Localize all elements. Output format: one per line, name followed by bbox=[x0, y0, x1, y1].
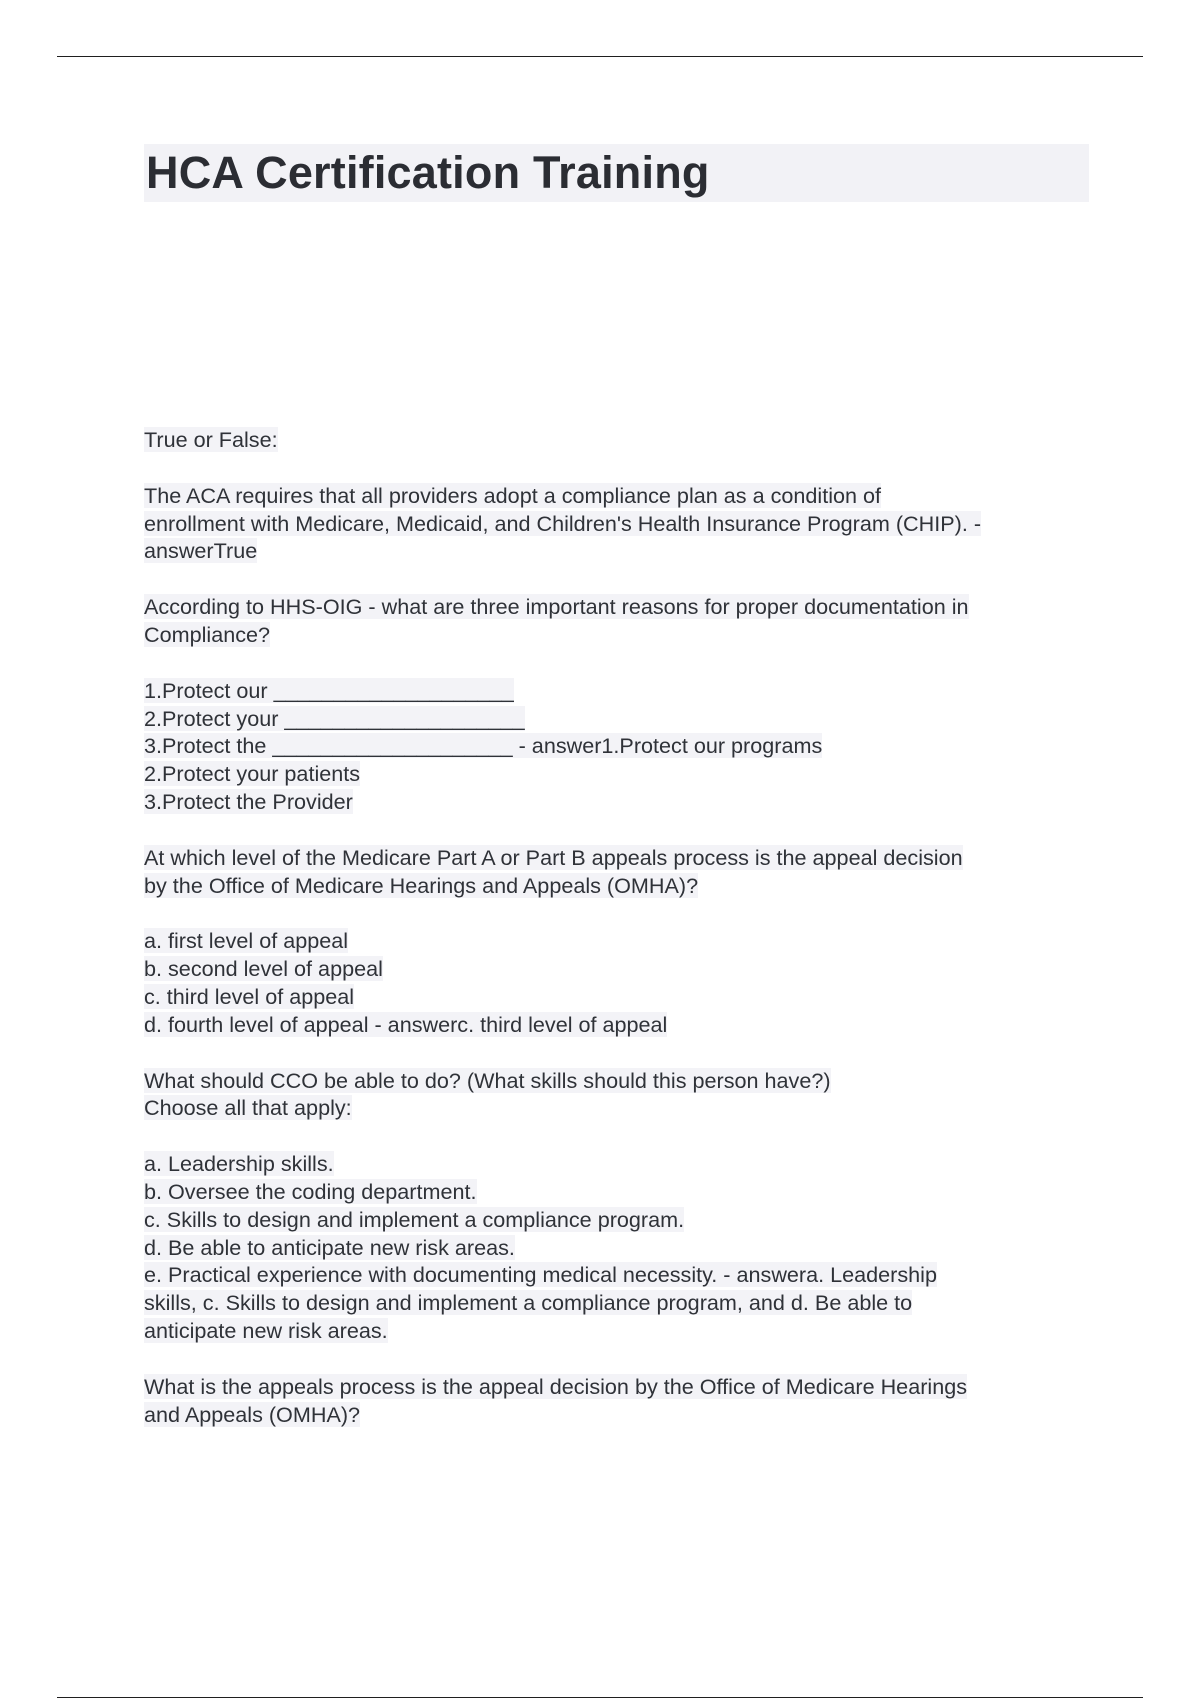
text-line: 3.Protect the ____________________ - answer1.Protect our programs bbox=[144, 733, 823, 759]
text-line: by the Office of Medicare Hearings and Appeals (OMHA)? bbox=[144, 872, 699, 898]
bottom-rule bbox=[57, 1697, 1143, 1698]
document-body bbox=[144, 426, 1089, 1428]
text-block-hhs-oig-options bbox=[144, 677, 1089, 816]
text-line: The ACA requires that all providers adopt a compliance plan as a condition of bbox=[144, 482, 882, 508]
text-line: e. Practical experience with documenting medical necessity. - answera. Leadership bbox=[144, 1262, 937, 1288]
text-line: Choose all that apply: bbox=[144, 1095, 352, 1121]
text-line: d. Be able to anticipate new risk areas. bbox=[144, 1234, 515, 1260]
document-page bbox=[144, 144, 1089, 1456]
text-line: a. first level of appeal bbox=[144, 928, 349, 954]
text-line: c. Skills to design and implement a compliance program. bbox=[144, 1206, 685, 1232]
text-line: c. third level of appeal bbox=[144, 983, 355, 1009]
text-block-true-or-false bbox=[144, 426, 1089, 454]
text-line: What is the appeals process is the appeal decision by the Office of Medicare Hearings bbox=[144, 1373, 968, 1399]
text-line: answerTrue bbox=[144, 538, 258, 564]
text-line: According to HHS-OIG - what are three important reasons for proper documentation in bbox=[144, 594, 969, 620]
text-block-appeals-question bbox=[144, 844, 1089, 900]
text-line: Compliance? bbox=[144, 621, 271, 647]
text-line: 2.Protect your patients bbox=[144, 761, 361, 787]
top-rule bbox=[57, 56, 1143, 57]
text-line: True or False: bbox=[144, 427, 278, 452]
text-line: What should CCO be able to do? (What skills should this person have?) bbox=[144, 1067, 831, 1093]
text-line: 2.Protect your ____________________ bbox=[144, 705, 525, 731]
text-block-hhs-oig-question bbox=[144, 593, 1089, 649]
text-line: At which level of the Medicare Part A or Part B appeals process is the appeal decision bbox=[144, 844, 963, 870]
text-line: 3.Protect the Provider bbox=[144, 788, 353, 814]
text-block-aca-question bbox=[144, 482, 1089, 565]
text-line: b. Oversee the coding department. bbox=[144, 1178, 477, 1204]
text-block-cco-options bbox=[144, 1150, 1089, 1345]
page-title: HCA Certification Training bbox=[144, 144, 1089, 202]
text-line: enrollment with Medicare, Medicaid, and Children's Health Insurance Program (CHIP). - bbox=[144, 510, 982, 536]
text-line: b. second level of appeal bbox=[144, 956, 383, 982]
text-line: d. fourth level of appeal - answerc. third level of appeal bbox=[144, 1011, 668, 1037]
text-block-appeals-options bbox=[144, 927, 1089, 1038]
text-line: skills, c. Skills to design and implement a compliance program, and d. Be able to bbox=[144, 1290, 913, 1316]
text-block-omha-question bbox=[144, 1373, 1089, 1429]
text-line: a. Leadership skills. bbox=[144, 1151, 334, 1177]
text-line: anticipate new risk areas. bbox=[144, 1317, 388, 1343]
text-block-cco-question bbox=[144, 1067, 1089, 1123]
text-line: 1.Protect our ____________________ bbox=[144, 677, 514, 703]
text-line: and Appeals (OMHA)? bbox=[144, 1401, 361, 1427]
